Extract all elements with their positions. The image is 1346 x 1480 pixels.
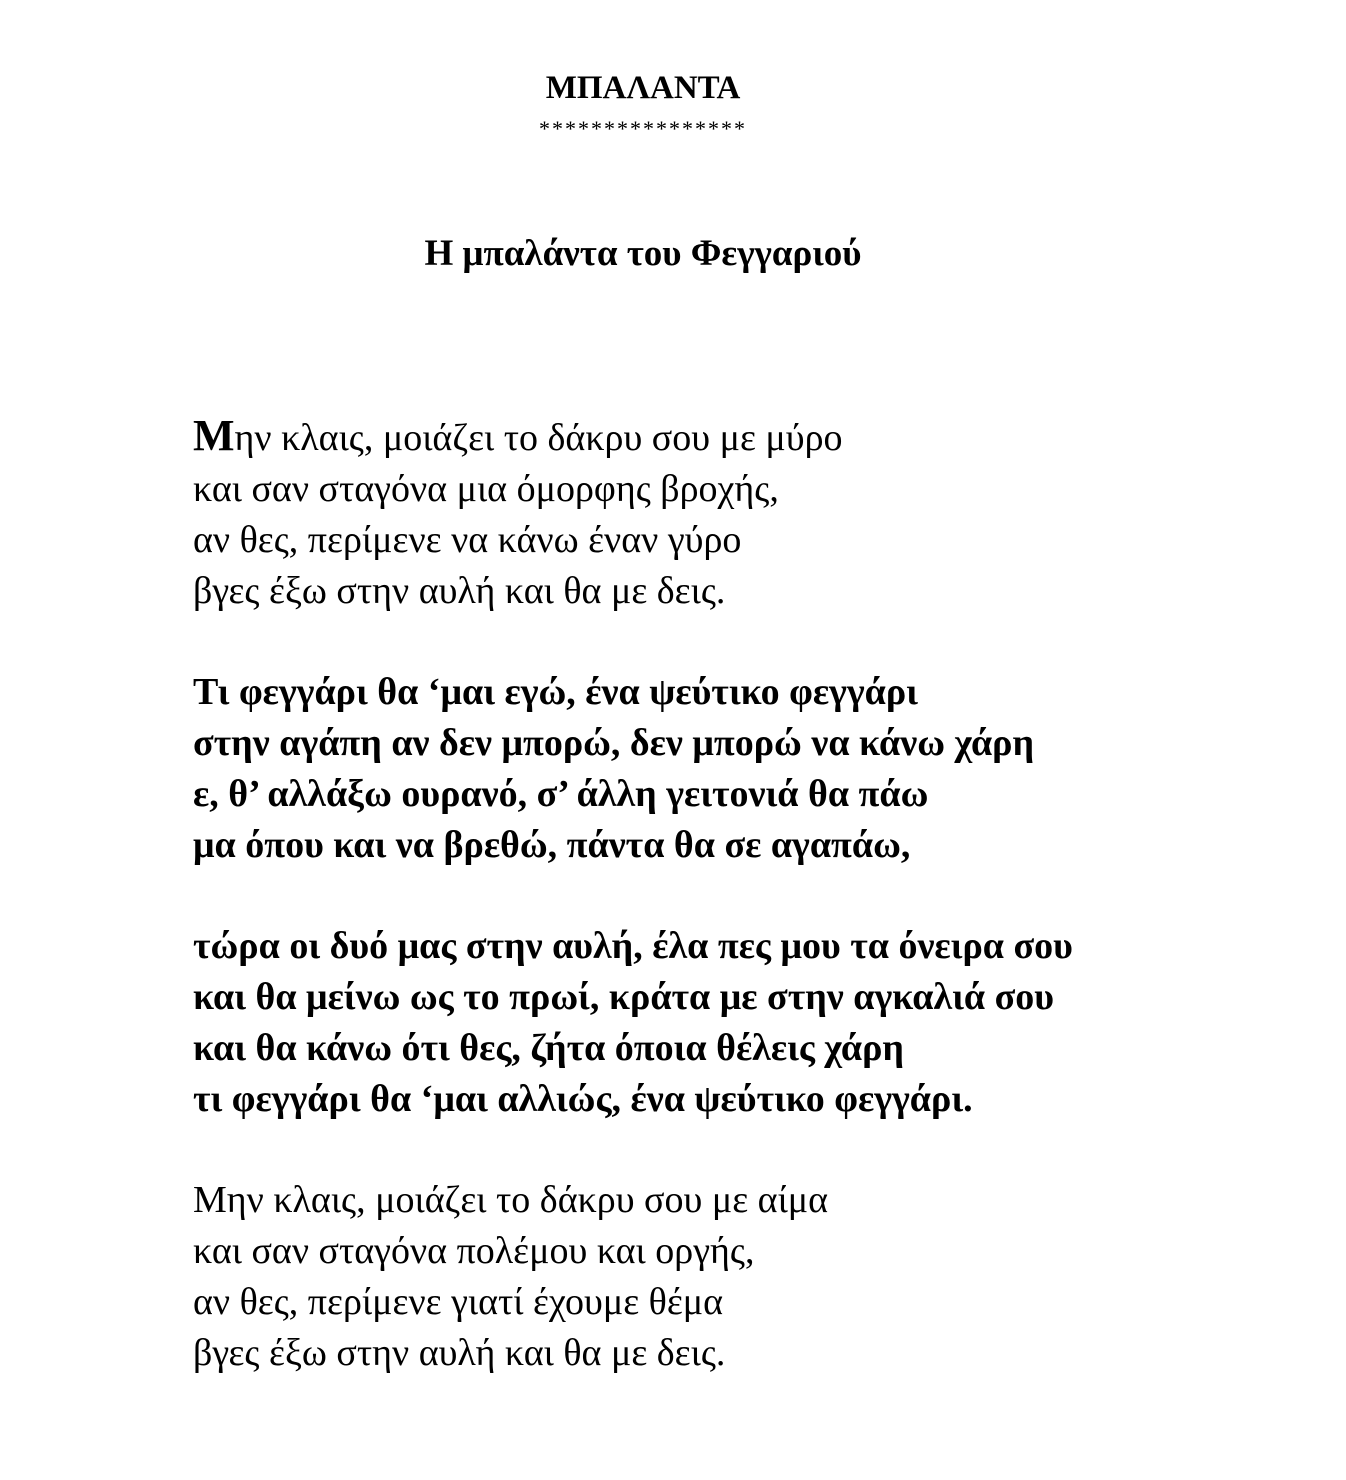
poem-line: τώρα οι δυό μας στην αυλή, έλα πες μου τα όνειρα σου xyxy=(193,925,1073,967)
drop-cap-letter: Μ xyxy=(193,411,235,460)
poem-body xyxy=(193,410,1313,1429)
poem-line: και σαν σταγόνα πολέμου και οργής, xyxy=(193,1230,755,1272)
header-separator-stars: **************** xyxy=(539,116,747,141)
stanza-4 xyxy=(193,1175,1313,1379)
poem-line: τι φεγγάρι θα ‘μαι αλλιώς, ένα ψεύτικο φεγγάρι. xyxy=(193,1078,973,1120)
poem-line: βγες έξω στην αυλή και θα με δεις. xyxy=(193,570,726,612)
poem-line: και θα κάνω ότι θες, ζήτα όποια θέλεις χάρη xyxy=(193,1027,904,1069)
poem-line: και θα μείνω ως το πρωί, κράτα με στην αγκαλιά σου xyxy=(193,976,1055,1018)
poem-line: αν θες, περίμενε να κάνω έναν γύρο xyxy=(193,519,742,561)
stanza-2 xyxy=(193,667,1313,871)
poem-line xyxy=(193,410,1313,464)
poem-line: και σαν σταγόνα μια όμορφης βροχής, xyxy=(193,468,779,510)
poem-line: μα όπου και να βρεθώ, πάντα θα σε αγαπάω, xyxy=(193,824,911,866)
document-header-title: ΜΠΑΛΑΝΤΑ xyxy=(545,70,741,106)
poem-line: Μην κλαις, μοιάζει το δάκρυ σου με αίμα xyxy=(193,1179,829,1221)
poem-line: ε, θ’ αλλάξω ουρανό, σ’ άλλη γειτονιά θα πάω xyxy=(193,773,929,815)
poem-line-text: ην κλαις, μοιάζει το δάκρυ σου με μύρο xyxy=(234,417,843,459)
poem-line: αν θες, περίμενε γιατί έχουμε θέμα xyxy=(193,1281,724,1323)
poem-line: βγες έξω στην αυλή και θα με δεις. xyxy=(193,1332,726,1374)
stanza-1 xyxy=(193,410,1313,617)
stanza-3 xyxy=(193,921,1313,1125)
poem-line: Τι φεγγάρι θα ‘μαι εγώ, ένα ψεύτικο φεγγάρι xyxy=(193,671,918,713)
poem-line: στην αγάπη αν δεν μπορώ, δεν μπορώ να κάνω χάρη xyxy=(193,722,1035,764)
poem-title: Η μπαλάντα του Φεγγαριού xyxy=(424,233,862,274)
